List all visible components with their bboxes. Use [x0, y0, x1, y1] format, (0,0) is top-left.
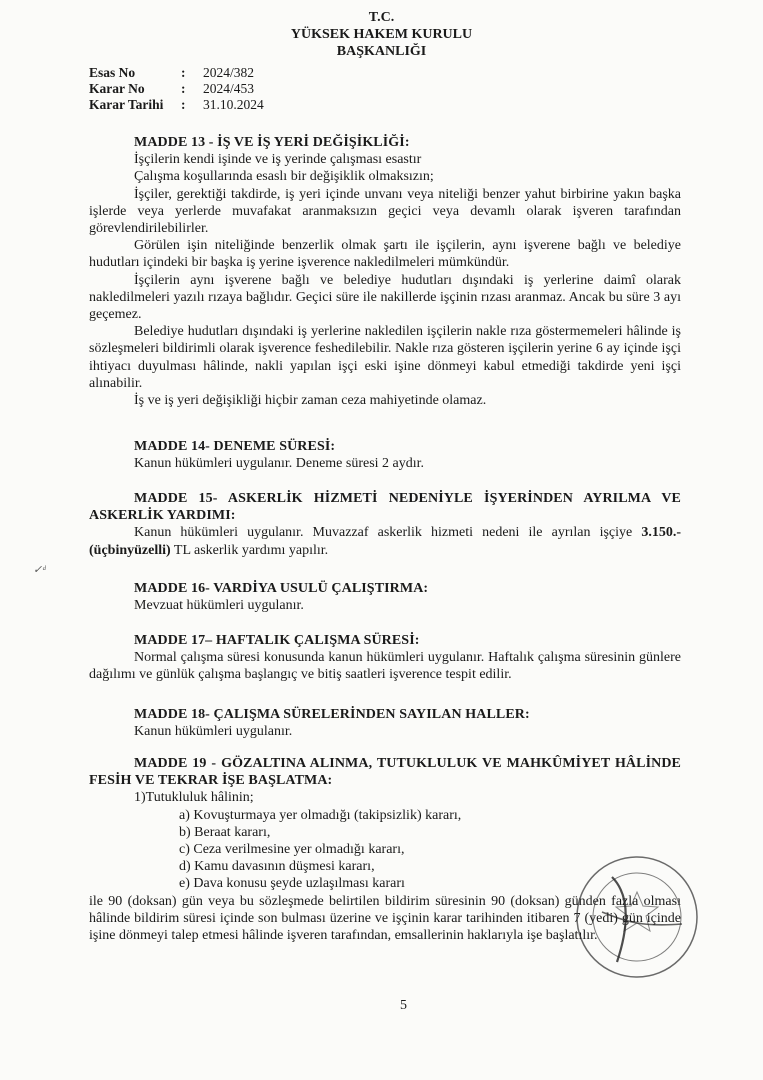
article-17: [89, 632, 681, 684]
meta-value: 2024/382: [203, 65, 255, 80]
paragraph: [89, 524, 681, 558]
case-meta: [89, 65, 264, 113]
header-institution: YÜKSEK HAKEM KURULU: [290, 27, 473, 42]
meta-row-karar: [89, 81, 264, 97]
list-item: a) Kovuşturmaya yer olmadığı (takipsizlik) kararı,: [179, 807, 462, 823]
article-14: [89, 438, 681, 472]
meta-row-tarih: [89, 97, 264, 113]
list-item: b) Beraat kararı,: [179, 824, 271, 840]
article-title: MADDE 16- VARDİYA USULÜ ÇALIŞTIRMA:: [134, 581, 429, 596]
text-fragment: Kanun hükümleri uygulanır. Muvazzaf askerlik hizmeti nedeni ile ayrılan işçiye: [134, 525, 633, 541]
header-office: BAŞKANLIĞI: [336, 44, 427, 59]
paragraph: Çalışma koşullarında esaslı bir değişiklik olmaksızın;: [134, 169, 434, 185]
meta-value: 31.10.2024: [203, 97, 264, 112]
paragraph: Kanun hükümleri uygulanır. Deneme süresi 2 aydır.: [134, 456, 425, 472]
page-number: 5: [400, 998, 407, 1013]
paragraph: ile 90 (doksan) gün veya bu sözleşmede belirtilen bildirim süresinin 90 (doksan) günden fazla olması hâlinde bildirim süresi içinde son bulması üzerine ve işçinin karar tarihinden itibaren 7 (yedi) gün içinde işine dönmeyi talep etmesi hâlinde işveren tarafından, emsallerinin haklarıyla işe başlatılır.: [89, 893, 681, 944]
article-title: MADDE 14- DENEME SÜRESİ:: [134, 439, 336, 454]
meta-sep: :: [181, 81, 186, 96]
article-title: MADDE 17– HAFTALIK ÇALIŞMA SÜRESİ:: [134, 633, 420, 648]
paragraph: Belediye hudutları dışındaki iş yerlerine nakledilen işçilerin nakle rıza göstermemeleri hâlinde iş sözleşmeleri bildirimli olarak işverence feshedilebilir. Nakle rıza gösteren işçilerin yerine 6 ay içinde işçi ihtiyacı duyulması hâlinde, nakli yapılan işçi eski işine dönmeyi kabul etmediği takdirde yeni işçi alınabilir.: [89, 324, 681, 391]
paragraph: İşçilerin aynı işverene bağlı ve belediye hudutları dışındaki iş yerlerine daimî olarak nakledilmeleri yazılı rızaya bağlıdır. Geçici süre ile nakillerde işçinin rızası aranmaz. Ancak bu süre 3 ayı geçemez.: [89, 272, 681, 323]
meta-sep: :: [181, 65, 186, 80]
amount-words: (üçbinyüzelli): [89, 542, 171, 558]
meta-label: Esas No: [89, 65, 136, 80]
meta-value: 2024/453: [203, 81, 255, 96]
amount: 3.150.-: [641, 525, 682, 541]
article-title: MADDE 15- ASKERLİK HİZMETİ NEDENİYLE İŞYERİNDEN AYRILMA VE ASKERLİK YARDIMI:: [89, 491, 681, 524]
meta-label: Karar Tarihi: [89, 97, 164, 112]
article-16: [89, 580, 681, 614]
list-item: e) Dava konusu şeyde uzlaşılması kararı: [179, 876, 405, 892]
meta-label: Karar No: [89, 81, 145, 96]
paragraph: Normal çalışma süresi konusunda kanun hükümleri uygulanır. Haftalık çalışma süresinin günlere dağılımı ve günlük çalışma başlangıç ve bitiş saatleri işverence tespit edilir.: [89, 650, 681, 683]
paragraph: İş ve iş yeri değişikliği hiçbir zaman ceza mahiyetinde olamaz.: [134, 393, 487, 409]
article-15: [89, 490, 681, 559]
article-title: MADDE 13 - İŞ VE İŞ YERİ DEĞİŞİKLİĞİ:: [134, 135, 410, 150]
meta-sep: :: [181, 97, 186, 112]
paragraph: Görülen işin niteliğinde benzerlik olmak şartı ile işçilerin, aynı işverene bağlı ve belediye hudutları içindeki bir başka iş yerine işverence nakledilmeleri mümkündür.: [89, 238, 681, 271]
sub-heading: 1)Tutukluluk hâlinin;: [134, 790, 254, 806]
paragraph: Mevzuat hükümleri uygulanır.: [134, 598, 304, 614]
header-tc: T.C.: [368, 10, 395, 25]
paragraph: Kanun hükümleri uygulanır.: [134, 724, 293, 740]
article-title: MADDE 19 - GÖZALTINA ALINMA, TUTUKLULUK VE MAHKÛMİYET HÂLİNDE FESİH VE TEKRAR İŞE BAŞLATMA:: [89, 756, 681, 789]
article-18: [89, 706, 681, 740]
list-item: c) Ceza verilmesine yer olmadığı kararı,: [179, 842, 405, 858]
article-title: MADDE 18- ÇALIŞMA SÜRELERİNDEN SAYILAN HALLER:: [134, 707, 530, 722]
paragraph: İşçiler, gerektiği takdirde, iş yeri içinde unvanı veya niteliği benzer yahut birbirine yakın başka işlerde veya yerlerde muvafakat aranmaksızın geçici veya devamlı olarak işveren tarafından görevlendirilebilirler.: [89, 186, 681, 237]
paragraph: İşçilerin kendi işinde ve iş yerinde çalışması esastır: [134, 152, 422, 168]
margin-initial-mark: ✓ᵈ: [33, 564, 46, 576]
text-fragment: TL askerlik yardımı yapılır.: [173, 542, 329, 558]
list-item: d) Kamu davasının düşmesi kararı,: [179, 859, 375, 875]
meta-row-esas: [89, 65, 264, 81]
article-13: [89, 134, 681, 409]
official-seal-stamp: [572, 852, 702, 982]
